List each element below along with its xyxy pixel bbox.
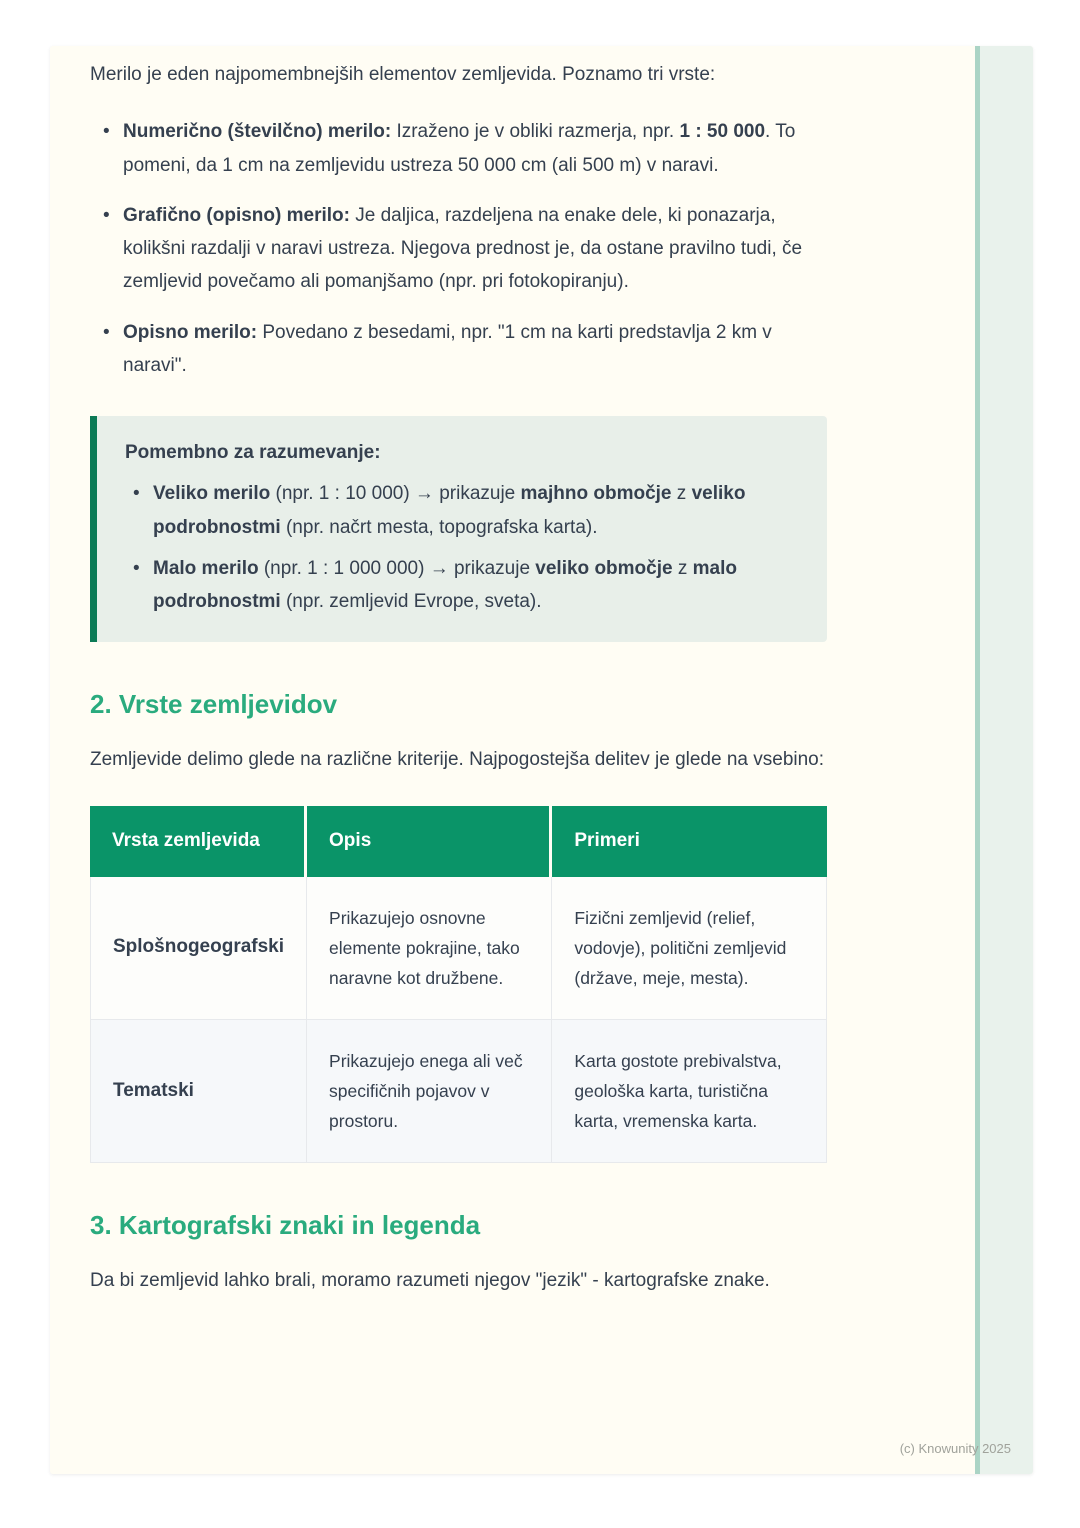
section-3-paragraph: Da bi zemljevid lahko brali, moramo razumeti njegov "jezik" - kartografske znake. [90,1269,770,1291]
right-margin-strip [975,46,1033,1474]
table-cell-primeri: Karta gostote prebivalstva, geološka karta, turistična karta, vremenska karta. [552,1020,827,1163]
intro-paragraph: Merilo je eden najpomembnejših elementov zemljevida. Poznamo tri vrste: [90,64,716,85]
term-label: Veliko merilo [153,483,271,505]
table-cell-primeri: Fizični zemljevid (relief, vodovje), politični zemljevid (države, meje, mesta). [552,877,827,1020]
list-item [90,115,827,182]
term-label: Malo merilo [153,557,259,579]
term-label: Opisno merilo: [123,321,258,343]
body-text: z [672,557,693,579]
body-text: (npr. zemljevid Evrope, sveta). [280,591,542,612]
term-label: Grafično (opisno) merilo: [123,204,350,226]
body-text: (npr. načrt mesta, topografska karta). [280,516,598,538]
table-cell-type: Splošnogeografski [90,877,307,1020]
table-row [90,1020,827,1163]
emphasis-text: veliko območje [535,557,673,579]
callout-list [125,477,797,618]
term-label: Numerično (številčno) merilo: [123,121,392,143]
callout-title: Pomembno za razumevanje: [125,442,381,463]
section-3-heading: 3. Kartografski znaki in legenda [90,1210,481,1241]
section-2-heading: 2. Vrste zemljevidov [90,689,338,720]
table-row [90,877,827,1020]
body-text: Je daljica, razdeljena na enake dele, ki ponazarja, kolikšni razdalji v naravi ustreza. Njegova prednost je, da ostane pravilno tudi, če zemljevid povečamo ali pomanjšamo (npr. pri fotokopiranju). [123,204,803,293]
scale-types-list [90,115,827,382]
emphasis-text: majhno območje [520,483,672,505]
body-text: Izraženo je v obliki razmerja, npr. [391,121,680,143]
copyright-footer: (c) Knowunity 2025 [899,1441,1011,1456]
table-cell-opis: Prikazujejo enega ali več specifičnih pojavov v prostoru. [307,1020,552,1163]
emphasis-text: veliko podrobnostmi [153,483,746,538]
important-callout [90,416,827,642]
section-2-paragraph: Zemljevide delimo glede na različne kriterije. Najpogostejša delitev je glede na vsebino: [90,748,825,770]
body-text: (npr. 1 : 1 000 000) → prikazuje [258,557,536,579]
list-item [90,199,827,299]
list-item [125,552,797,619]
list-item [125,477,797,544]
table-header-row [90,806,827,877]
emphasis-text: malo podrobnostmi [153,557,737,612]
table-cell-opis: Prikazujejo osnovne elemente pokrajine, tako naravne kot družbene. [307,877,552,1020]
page-content [50,46,827,1297]
column-header: Vrsta zemljevida [90,806,307,877]
column-header: Opis [307,806,552,877]
notes-page [50,46,1033,1474]
column-header: Primeri [552,806,827,877]
table-cell-type: Tematski [90,1020,307,1163]
emphasis-text: 1 : 50 000 [679,121,766,143]
body-text: z [671,483,692,505]
body-text: . To pomeni, da 1 cm na zemljevidu ustreza 50 000 cm (ali 500 m) v naravi. [123,121,796,176]
map-types-table [90,806,827,1163]
list-item [90,316,827,383]
body-text: Povedano z besedami, npr. "1 cm na karti predstavlja 2 km v naravi". [123,321,772,376]
body-text: (npr. 1 : 10 000) → prikazuje [270,483,521,505]
